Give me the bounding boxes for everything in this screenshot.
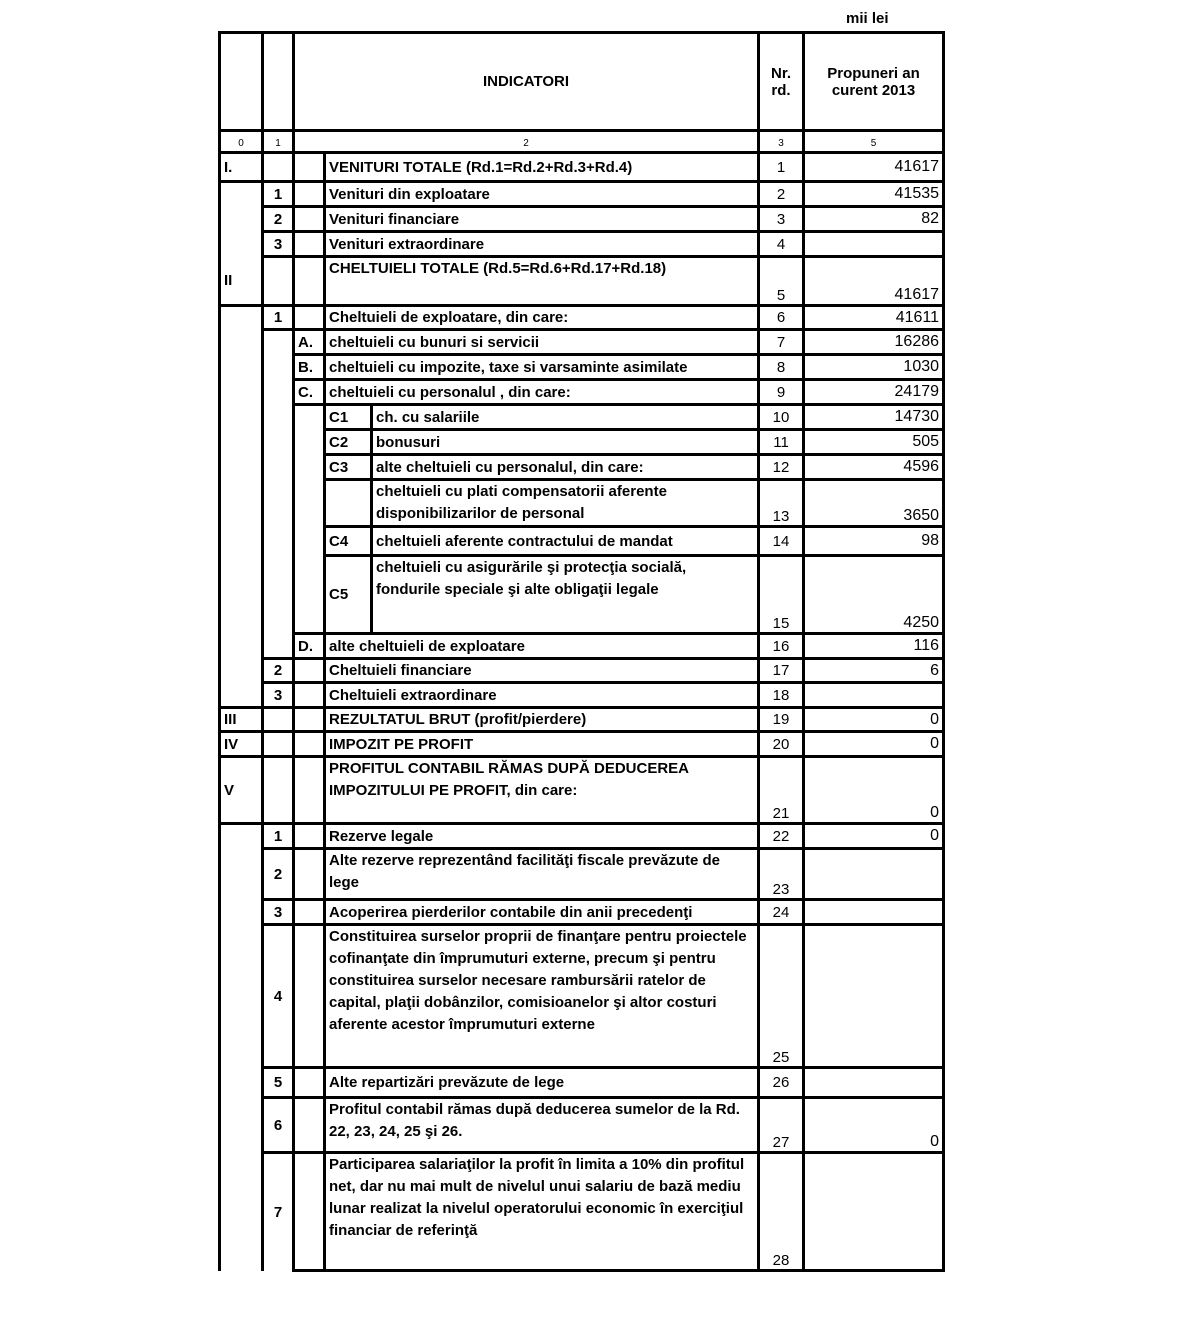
row-label: Cheltuieli de exploatare, din care: (325, 306, 759, 330)
row-value: 6 (804, 659, 944, 683)
row-value: 41617 (804, 153, 944, 182)
row-level0 (220, 683, 263, 708)
row-level1 (263, 556, 294, 634)
row-value: 14730 (804, 405, 944, 430)
proposals-header: Propuneri an curent 2013 (804, 33, 944, 131)
table-row (220, 1068, 944, 1098)
row-level1: 3 (263, 900, 294, 925)
row-nr: 28 (759, 1153, 804, 1271)
row-level0 (220, 430, 263, 455)
row-level1: 2 (263, 207, 294, 232)
row-level1 (263, 405, 294, 430)
table-row (220, 556, 944, 634)
row-level2 (294, 732, 325, 757)
row-label: Profitul contabil rămas după deducerea sumelor de la Rd. 22, 23, 24, 25 şi 26. (325, 1098, 759, 1153)
row-sublevel: C1 (325, 405, 372, 430)
row-sublevel: C5 (325, 556, 372, 634)
row-nr: 16 (759, 634, 804, 659)
row-label: Venituri financiare (325, 207, 759, 232)
row-value: 1030 (804, 355, 944, 380)
row-nr: 25 (759, 925, 804, 1068)
table-row (220, 925, 944, 1068)
row-level1 (263, 480, 294, 527)
indicators-header: INDICATORI (294, 33, 759, 131)
row-nr: 11 (759, 430, 804, 455)
table-row (220, 153, 944, 182)
row-label: cheltuieli cu plati compensatorii aferente disponibilizarilor de personal (372, 480, 759, 527)
row-label: Venituri din exploatare (325, 182, 759, 207)
row-nr: 2 (759, 182, 804, 207)
row-level2 (294, 1068, 325, 1098)
row-value: 16286 (804, 330, 944, 355)
row-level1: 5 (263, 1068, 294, 1098)
row-level1: 1 (263, 306, 294, 330)
row-label: Cheltuieli extraordinare (325, 683, 759, 708)
row-nr: 9 (759, 380, 804, 405)
row-sublevel: C4 (325, 527, 372, 556)
row-label: Participarea salariaţilor la profit în limita a 10% din profitul net, dar nu mai mult de nivelul unui salariu de bază mediu lunar realizat la nivelul operatorului economic în exerciţiul financiar de referinţă (325, 1153, 759, 1271)
col-number: 3 (759, 136, 804, 153)
row-value: 41617 (804, 257, 944, 306)
row-nr: 4 (759, 232, 804, 257)
row-level2 (294, 306, 325, 330)
row-nr: 22 (759, 824, 804, 849)
row-level1 (263, 430, 294, 455)
row-label: Cheltuieli financiare (325, 659, 759, 683)
nr-rd-header: Nr. rd. (759, 33, 804, 131)
row-sublevel: C3 (325, 455, 372, 480)
row-level1: 4 (263, 925, 294, 1068)
row-nr: 21 (759, 757, 804, 824)
table-row (220, 757, 944, 824)
table-row (220, 480, 944, 527)
row-label: cheltuieli cu impozite, taxe si varsaminte asimilate (325, 355, 759, 380)
row-level1 (263, 527, 294, 556)
row-level2 (294, 849, 325, 900)
row-value: 41611 (804, 306, 944, 330)
row-level1: 2 (263, 659, 294, 683)
row-value: 3650 (804, 480, 944, 527)
row-level0 (220, 1153, 263, 1271)
row-level1 (263, 330, 294, 355)
row-value: 116 (804, 634, 944, 659)
row-level0 (220, 455, 263, 480)
row-value: 0 (804, 708, 944, 732)
row-label: Alte repartizări prevăzute de lege (325, 1068, 759, 1098)
row-value (804, 900, 944, 925)
table-row (220, 430, 944, 455)
row-level0 (220, 634, 263, 659)
row-level2: C. (294, 380, 325, 405)
row-value (804, 1068, 944, 1098)
table-row (220, 182, 944, 207)
row-level0 (220, 527, 263, 556)
row-level2 (294, 824, 325, 849)
row-level0 (220, 1068, 263, 1098)
table-row (220, 232, 944, 257)
table-row (220, 708, 944, 732)
row-level0 (220, 1098, 263, 1153)
row-value (804, 925, 944, 1068)
row-value: 0 (804, 732, 944, 757)
row-level2 (294, 708, 325, 732)
row-level1: 1 (263, 182, 294, 207)
row-value (804, 849, 944, 900)
table-row (220, 405, 944, 430)
table-row (220, 306, 944, 330)
col-number: 5 (804, 136, 944, 153)
row-level1: 3 (263, 683, 294, 708)
row-level0: V (220, 757, 263, 824)
row-level0 (220, 849, 263, 900)
row-value: 98 (804, 527, 944, 556)
row-level0 (220, 330, 263, 355)
row-level2: A. (294, 330, 325, 355)
row-level0: II (220, 257, 263, 306)
table-row (220, 355, 944, 380)
row-level0 (220, 824, 263, 849)
row-nr: 8 (759, 355, 804, 380)
row-level2 (294, 683, 325, 708)
row-value (804, 683, 944, 708)
row-nr: 5 (759, 257, 804, 306)
row-level0 (220, 232, 263, 257)
row-level1 (263, 455, 294, 480)
row-level1: 7 (263, 1153, 294, 1271)
row-level2 (294, 925, 325, 1068)
row-label: VENITURI TOTALE (Rd.1=Rd.2+Rd.3+Rd.4) (325, 153, 759, 182)
row-nr: 18 (759, 683, 804, 708)
table-row (220, 330, 944, 355)
row-level1 (263, 380, 294, 405)
row-value: 0 (804, 1098, 944, 1153)
row-label: ch. cu salariile (372, 405, 759, 430)
row-value (804, 232, 944, 257)
row-label: IMPOZIT PE PROFIT (325, 732, 759, 757)
row-label: cheltuieli cu asigurările şi protecţia socială, fondurile speciale şi alte obligaţii legale (372, 556, 759, 634)
table-row (220, 849, 944, 900)
row-level1: 3 (263, 232, 294, 257)
row-nr: 24 (759, 900, 804, 925)
row-sublevel (325, 480, 372, 527)
row-level0 (220, 405, 263, 430)
row-level0 (220, 556, 263, 634)
row-label: cheltuieli aferente contractului de mandat (372, 527, 759, 556)
row-level2 (294, 207, 325, 232)
row-nr: 23 (759, 849, 804, 900)
row-nr: 17 (759, 659, 804, 683)
row-label: PROFITUL CONTABIL RĂMAS DUPĂ DEDUCEREA IMPOZITULUI PE PROFIT, din care: (325, 757, 759, 824)
row-level1 (263, 355, 294, 380)
col-number: 1 (263, 136, 294, 153)
row-label: cheltuieli cu bunuri si servicii (325, 330, 759, 355)
row-label: bonusuri (372, 430, 759, 455)
row-nr: 26 (759, 1068, 804, 1098)
row-nr: 15 (759, 556, 804, 634)
row-level2 (294, 257, 325, 306)
row-value: 505 (804, 430, 944, 455)
row-level2 (294, 182, 325, 207)
row-value: 0 (804, 824, 944, 849)
row-level2 (294, 232, 325, 257)
row-nr: 10 (759, 405, 804, 430)
row-nr: 13 (759, 480, 804, 527)
row-level0: IV (220, 732, 263, 757)
row-label: cheltuieli cu personalul , din care: (325, 380, 759, 405)
row-level0: III (220, 708, 263, 732)
row-level2 (294, 1153, 325, 1271)
row-label: Rezerve legale (325, 824, 759, 849)
row-level2 (294, 1098, 325, 1153)
row-nr: 6 (759, 306, 804, 330)
row-level0 (220, 480, 263, 527)
row-level1 (263, 708, 294, 732)
row-level0 (220, 306, 263, 330)
row-label: REZULTATUL BRUT (profit/pierdere) (325, 708, 759, 732)
table-row (220, 207, 944, 232)
row-value: 82 (804, 207, 944, 232)
table-row (220, 732, 944, 757)
table-row (220, 659, 944, 683)
row-value: 0 (804, 757, 944, 824)
row-level2 (294, 900, 325, 925)
column-number-row (220, 136, 944, 153)
table-row (220, 1098, 944, 1153)
row-level2 (294, 757, 325, 824)
table-row (220, 634, 944, 659)
row-value (804, 1153, 944, 1271)
table-row (220, 900, 944, 925)
row-level1 (263, 732, 294, 757)
row-label: alte cheltuieli de exploatare (325, 634, 759, 659)
row-level1: 1 (263, 824, 294, 849)
row-nr: 19 (759, 708, 804, 732)
row-label: Acoperirea pierderilor contabile din anii precedenţi (325, 900, 759, 925)
row-nr: 1 (759, 153, 804, 182)
row-level2: B. (294, 355, 325, 380)
header-row (220, 33, 944, 131)
row-level2 (294, 659, 325, 683)
row-nr: 12 (759, 455, 804, 480)
row-nr: 20 (759, 732, 804, 757)
table-row (220, 527, 944, 556)
row-level1 (263, 257, 294, 306)
table-row (220, 455, 944, 480)
row-nr: 7 (759, 330, 804, 355)
row-level0 (220, 925, 263, 1068)
row-label: Venituri extraordinare (325, 232, 759, 257)
row-level0 (220, 207, 263, 232)
row-value: 41535 (804, 182, 944, 207)
row-label: CHELTUIELI TOTALE (Rd.5=Rd.6+Rd.17+Rd.18) (325, 257, 759, 306)
table-row (220, 380, 944, 405)
col-number: 2 (294, 136, 759, 153)
row-level0 (220, 380, 263, 405)
row-nr: 27 (759, 1098, 804, 1153)
row-level0 (220, 900, 263, 925)
row-value: 24179 (804, 380, 944, 405)
row-level2: D. (294, 634, 325, 659)
row-label: Constituirea surselor proprii de finanţare pentru proiectele cofinanţate din împrumuturi externe, precum şi pentru constituirea surselor necesare rambursării ratelor de capital, plaţii dobânzilor, comisioanelor şi altor costuri aferente acestor împrumuturi externe (325, 925, 759, 1068)
row-level2 (294, 153, 325, 182)
row-nr: 3 (759, 207, 804, 232)
budget-table (218, 31, 945, 1272)
row-level0 (220, 182, 263, 207)
table-row (220, 1153, 944, 1271)
row-level0 (220, 355, 263, 380)
unit-label: mii lei (846, 10, 889, 27)
row-value: 4596 (804, 455, 944, 480)
table-row (220, 257, 944, 306)
row-label: alte cheltuieli cu personalul, din care: (372, 455, 759, 480)
row-nr: 14 (759, 527, 804, 556)
row-label: Alte rezerve reprezentând facilităţi fiscale prevăzute de lege (325, 849, 759, 900)
row-level1: 2 (263, 849, 294, 900)
table-row (220, 683, 944, 708)
row-sublevel: C2 (325, 430, 372, 455)
row-level1 (263, 153, 294, 182)
row-level0 (220, 659, 263, 683)
row-level0: I. (220, 153, 263, 182)
row-level1 (263, 634, 294, 659)
row-level1 (263, 757, 294, 824)
table-row (220, 824, 944, 849)
row-value: 4250 (804, 556, 944, 634)
row-level1: 6 (263, 1098, 294, 1153)
col-number: 0 (220, 136, 263, 153)
